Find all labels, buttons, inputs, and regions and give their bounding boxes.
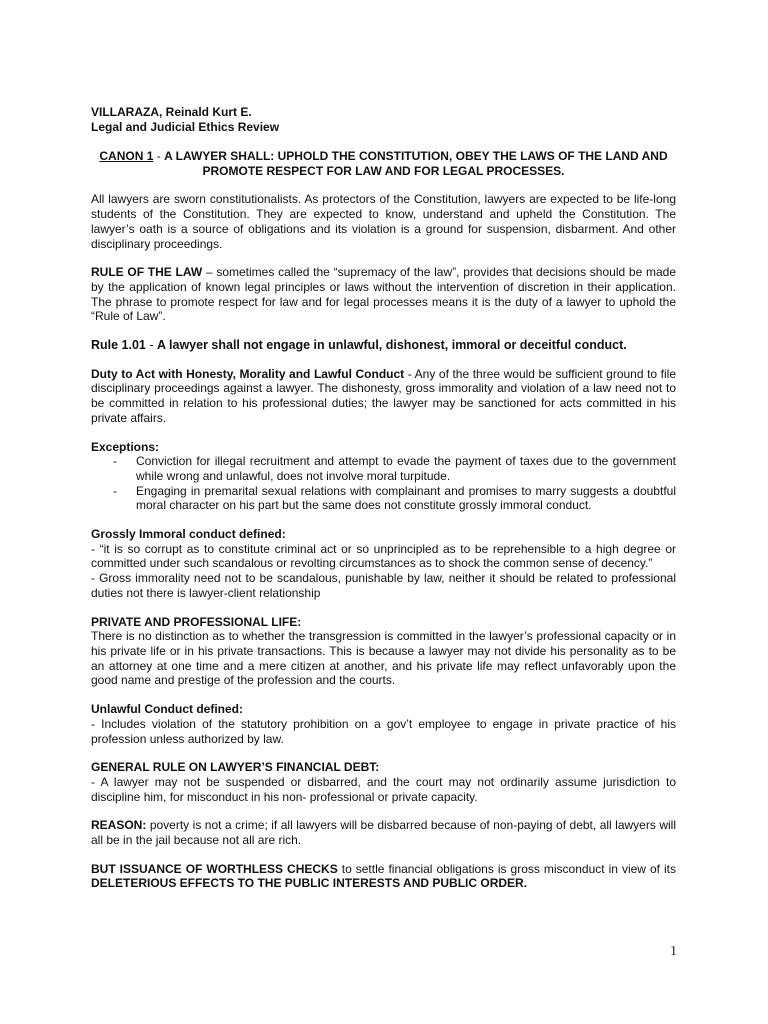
list-item (91, 484, 676, 513)
canon-separator: - (153, 149, 165, 164)
exception-text: Engaging in premarital sexual relations with complainant and promises to marry suggests a doubtful moral character on his part but the same does not constitute grossly immoral conduct. (136, 483, 676, 513)
exception-text: Conviction for illegal recruitment and attempt to evade the payment of taxes due to the government while wrong and unlawful, does not involve moral turpitude. (136, 454, 676, 483)
canon-label: CANON 1 (99, 149, 154, 164)
canon-heading (91, 149, 676, 178)
duty-paragraph (91, 367, 676, 426)
worthless-checks-term: BUT ISSUANCE OF WORTHLESS CHECKS (91, 861, 338, 876)
duty-term: Duty to Act with Honesty, Morality and Lawful Conduct (91, 366, 405, 381)
rule-101-heading (91, 338, 676, 353)
worthless-checks-paragraph (91, 862, 676, 891)
grossly-immoral-note: - Gross immorality need not to be scandalous, punishable by law, neither it should be related to professional duties not there is lawyer-client relationship (91, 571, 676, 600)
rule-of-law-term: RULE OF THE LAW (91, 265, 203, 280)
reason-paragraph (91, 818, 676, 847)
rule-101-label: Rule 1.01 (91, 338, 146, 353)
private-life-section (91, 615, 676, 689)
worthless-checks-text: to settle financial obligations is gross misconduct in view of its (337, 861, 676, 876)
duty-text: - Any of the three would be sufficient ground to file disciplinary proceedings against a lawyer. The dishonesty, gross immorality and violation of a law need not to be committed in relation to his professional duties; the lawyer may be sanctioned for acts committed in his private affairs. (91, 366, 676, 425)
reason-term: REASON: (91, 818, 147, 833)
rule-101-separator: - (145, 338, 157, 353)
unlawful-section (91, 702, 676, 746)
exceptions-heading: Exceptions: (91, 439, 160, 454)
course-title: Legal and Judicial Ethics Review (91, 119, 280, 134)
rule-of-law-paragraph (91, 265, 676, 324)
grossly-immoral-section (91, 527, 676, 601)
exceptions-list (91, 454, 676, 513)
list-item (91, 454, 676, 483)
rule-101-text: A lawyer shall not engage in unlawful, dishonest, immoral or deceitful conduct. (157, 338, 627, 353)
financial-debt-heading: GENERAL RULE ON LAWYER’S FINANCIAL DEBT: (91, 760, 380, 775)
financial-debt-section (91, 760, 676, 804)
rule-of-law-text: – sometimes called the “supremacy of the law”, provides that decisions should be made by the application of known legal principles or laws without the intervention of discretion in their application. The phrase to promote respect for law and for legal processes means it is the duty of a lawyer to uphold the “Rule of Law”. (91, 265, 676, 324)
worthless-checks-emphasis: DELETERIOUS EFFECTS TO THE PUBLIC INTERESTS AND PUBLIC ORDER. (91, 876, 528, 891)
canon-text: A LAWYER SHALL: UPHOLD THE CONSTITUTION, OBEY THE LAWS OF THE LAND AND PROMOTE RESPECT FOR LAW AND FOR LEGAL PROCESSES. (164, 149, 668, 178)
document-body (91, 105, 676, 891)
financial-debt-text: - A lawyer may not be suspended or disbarred, and the court may not ordinarily assume jurisdiction to discipline him, for misconduct in his non- professional or private capacity. (91, 774, 676, 804)
author-name: VILLARAZA, Reinald Kurt E. (91, 105, 252, 119)
reason-text: poverty is not a crime; if all lawyers will be disbarred because of non-paying of debt, all lawyers will all be in the jail because not all are rich. (91, 818, 676, 848)
unlawful-text: - Includes violation of the statutory prohibition on a gov’t employee to engage in private practice of his profession unless authorized by law. (91, 716, 676, 746)
private-life-text: There is no distinction as to whether the transgression is committed in the lawyer’s professional capacity or in his private life or in his private transactions. This is because a lawyer may not divide his personality as to be an attorney at one time and a mere citizen at another, and his private life may reflect unfavorably upon the good name and prestige of the profession and the courts. (91, 629, 676, 688)
dash-bullet: - (113, 454, 117, 469)
intro-paragraph: All lawyers are sworn constitutionalists. As protectors of the Constitution, lawyers are expected to be life-long students of the Constitution. They are expected to know, understand and upheld the Constitution. The lawyer’s oath is a source of obligations and its violation is a ground for suspension, disbarment. And other disciplinary proceedings. (91, 192, 676, 251)
private-life-heading: PRIVATE AND PROFESSIONAL LIFE: (91, 614, 302, 629)
grossly-immoral-heading: Grossly Immoral conduct defined: (91, 527, 286, 542)
exceptions-section (91, 440, 676, 514)
grossly-immoral-definition: - “it is so corrupt as to constitute criminal act or so unprincipled as to be reprehensible to a high degree or committed under such scandalous or revolting circumstances as to shock the common sense of decency.” (91, 541, 676, 571)
unlawful-heading: Unlawful Conduct defined: (91, 702, 243, 717)
dash-bullet: - (113, 483, 117, 498)
document-header (91, 105, 676, 134)
page-number: 1 (670, 944, 677, 959)
